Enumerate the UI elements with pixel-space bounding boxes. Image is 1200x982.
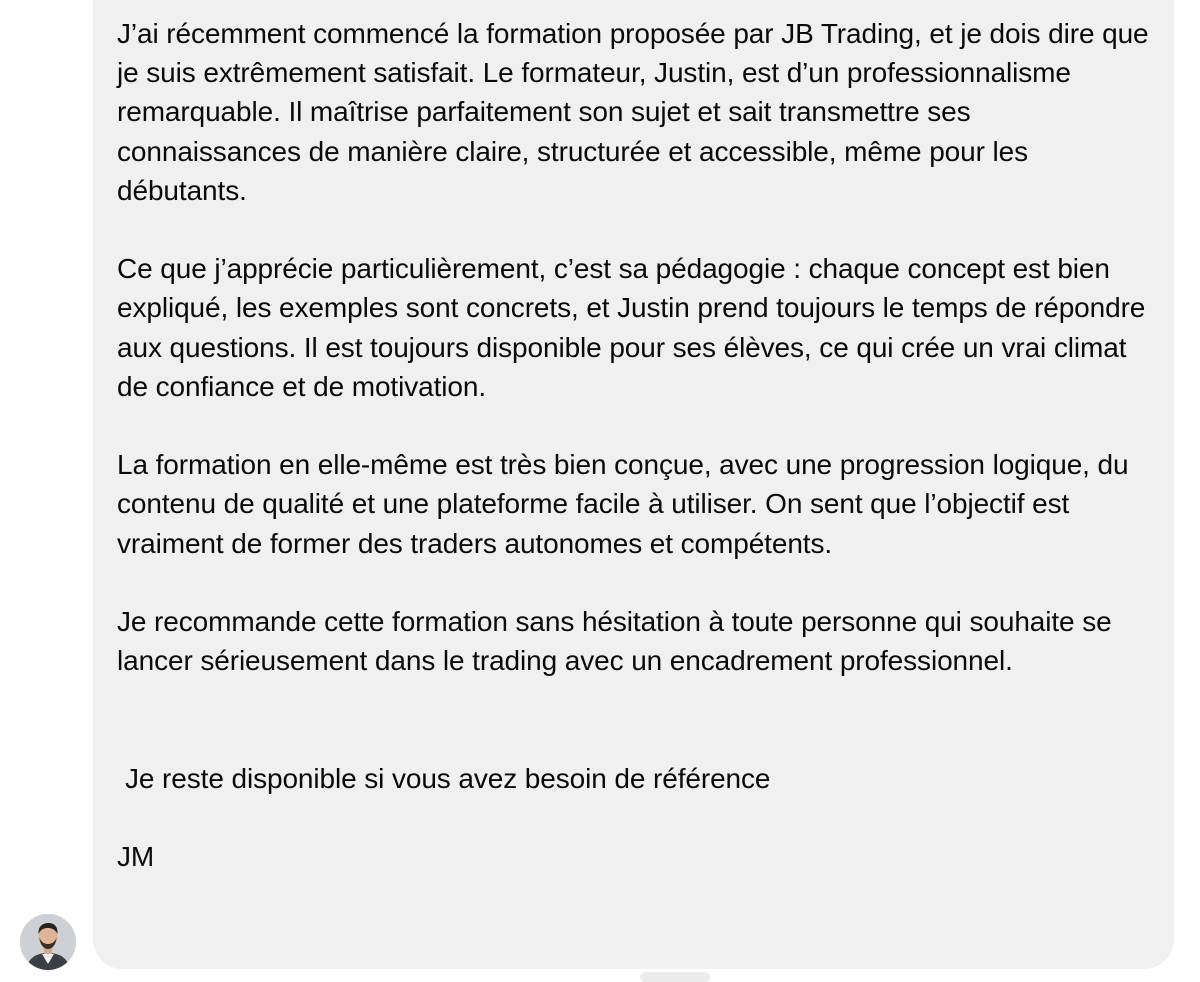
profile-photo-icon: [20, 914, 76, 970]
avatar[interactable]: [20, 914, 76, 970]
message-closing: Je reste disponible si vous avez besoin de référence: [125, 762, 771, 794]
message-paragraph-1: J’ai récemment commencé la formation proposée par JB Trading, et je dois dire que je suis extrêmement satisfait. Le formateur, Justin, est d’un professionnalisme remarquable. Il maîtrise parfaitement son sujet et sait transmettre ses connaissances de manière claire, structurée et accessible, même pour les débutants.: [117, 18, 1149, 206]
message-text: [117, 14, 1157, 876]
message-paragraph-4: Je recommande cette formation sans hésitation à toute personne qui souhaite se lancer sérieusement dans le trading avec un encadrement professionnel.: [117, 606, 1112, 677]
message-paragraph-2: Ce que j’apprécie particulièrement, c’est sa pédagogie : chaque concept est bien expliqué, les exemples sont concrets, et Justin prend toujours le temps de répondre aux questions. Il est toujours disponible pour ses élèves, ce qui crée un vrai climat de confiance et de motivation.: [117, 253, 1146, 402]
spacer: [117, 720, 1157, 759]
message-signature: JM: [117, 841, 155, 873]
scroll-hint: [640, 972, 710, 982]
message-paragraph-3: La formation en elle-même est très bien conçue, avec une progression logique, du contenu de qualité et une plateforme facile à utiliser. On sent que l’objectif est vraiment de former des traders autonomes et compétents.: [117, 449, 1129, 559]
